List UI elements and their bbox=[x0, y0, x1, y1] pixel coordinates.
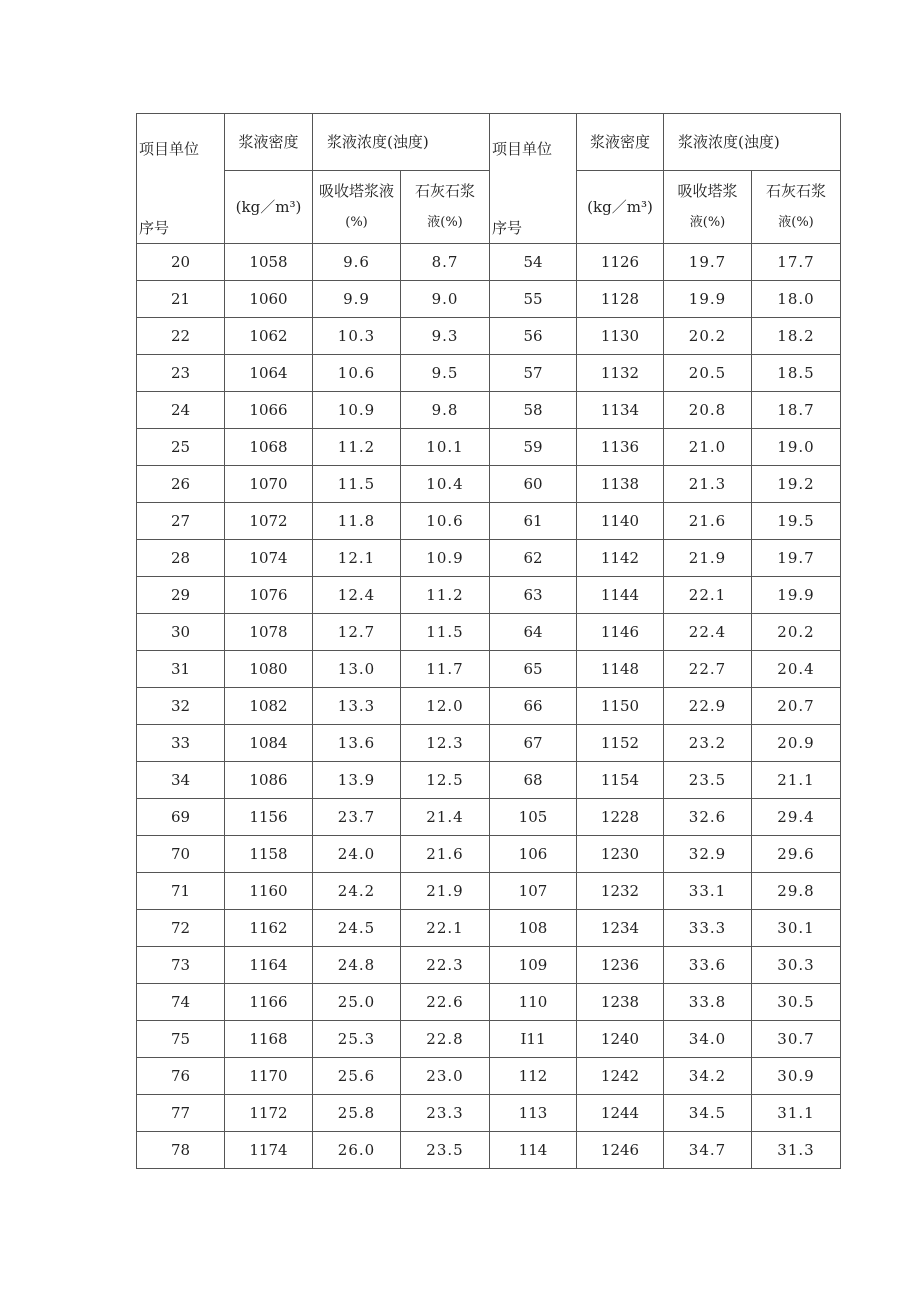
table-row bbox=[137, 910, 841, 947]
table-row bbox=[137, 429, 841, 466]
cell-absorber-right: 34.5 bbox=[664, 1095, 752, 1132]
cell-density-left: 1174 bbox=[225, 1132, 313, 1169]
header-absorber-right bbox=[664, 171, 752, 244]
cell-absorber-right: 19.7 bbox=[664, 244, 752, 281]
table-row bbox=[137, 984, 841, 1021]
table-row bbox=[137, 725, 841, 762]
cell-density-left: 1076 bbox=[225, 577, 313, 614]
cell-absorber-right: 22.7 bbox=[664, 651, 752, 688]
cell-limestone-right: 19.7 bbox=[752, 540, 841, 577]
header-concentration-left: 浆液浓度(浊度) bbox=[313, 114, 490, 171]
cell-seq-left: 24 bbox=[137, 392, 225, 429]
cell-limestone-right: 18.5 bbox=[752, 355, 841, 392]
cell-absorber-left: 10.9 bbox=[313, 392, 401, 429]
cell-limestone-right: 17.7 bbox=[752, 244, 841, 281]
table-row bbox=[137, 503, 841, 540]
cell-absorber-right: 21.6 bbox=[664, 503, 752, 540]
cell-seq-right: 68 bbox=[490, 762, 577, 799]
cell-absorber-left: 24.5 bbox=[313, 910, 401, 947]
cell-absorber-right: 20.2 bbox=[664, 318, 752, 355]
header-limestone-left-l1: 石灰石浆 bbox=[414, 182, 475, 200]
cell-seq-left: 69 bbox=[137, 799, 225, 836]
cell-density-left: 1156 bbox=[225, 799, 313, 836]
cell-limestone-right: 30.9 bbox=[752, 1058, 841, 1095]
density-concentration-table bbox=[136, 113, 841, 1169]
table-row bbox=[137, 1021, 841, 1058]
cell-density-right: 1240 bbox=[577, 1021, 664, 1058]
cell-limestone-left: 8.7 bbox=[401, 244, 490, 281]
cell-absorber-right: 33.8 bbox=[664, 984, 752, 1021]
header-item-seq-left bbox=[137, 114, 225, 244]
cell-limestone-right: 20.2 bbox=[752, 614, 841, 651]
cell-seq-right: 59 bbox=[490, 429, 577, 466]
header-concentration-right: 浆液浓度(浊度) bbox=[664, 114, 841, 171]
cell-absorber-right: 20.8 bbox=[664, 392, 752, 429]
table-row bbox=[137, 688, 841, 725]
cell-density-right: 1230 bbox=[577, 836, 664, 873]
cell-limestone-right: 29.6 bbox=[752, 836, 841, 873]
cell-seq-left: 27 bbox=[137, 503, 225, 540]
cell-absorber-left: 9.9 bbox=[313, 281, 401, 318]
cell-limestone-right: 19.0 bbox=[752, 429, 841, 466]
table-row bbox=[137, 762, 841, 799]
header-seq-left: 序号 bbox=[139, 219, 170, 237]
cell-density-left: 1170 bbox=[225, 1058, 313, 1095]
cell-absorber-right: 23.5 bbox=[664, 762, 752, 799]
cell-density-left: 1166 bbox=[225, 984, 313, 1021]
cell-density-right: 1234 bbox=[577, 910, 664, 947]
header-limestone-left-l2: 液(%) bbox=[427, 215, 463, 230]
cell-absorber-left: 25.6 bbox=[313, 1058, 401, 1095]
cell-density-right: 1132 bbox=[577, 355, 664, 392]
cell-density-right: 1126 bbox=[577, 244, 664, 281]
cell-limestone-left: 10.9 bbox=[401, 540, 490, 577]
cell-absorber-right: 23.2 bbox=[664, 725, 752, 762]
cell-limestone-left: 9.5 bbox=[401, 355, 490, 392]
cell-seq-right: 55 bbox=[490, 281, 577, 318]
cell-absorber-right: 22.1 bbox=[664, 577, 752, 614]
cell-limestone-left: 11.2 bbox=[401, 577, 490, 614]
cell-absorber-left: 10.6 bbox=[313, 355, 401, 392]
cell-seq-left: 71 bbox=[137, 873, 225, 910]
cell-seq-right: 106 bbox=[490, 836, 577, 873]
cell-limestone-right: 19.9 bbox=[752, 577, 841, 614]
cell-seq-left: 31 bbox=[137, 651, 225, 688]
cell-seq-left: 30 bbox=[137, 614, 225, 651]
header-density-unit-left: (kg／m³) bbox=[225, 171, 313, 244]
cell-density-left: 1080 bbox=[225, 651, 313, 688]
cell-seq-left: 20 bbox=[137, 244, 225, 281]
header-limestone-right bbox=[752, 171, 841, 244]
cell-seq-right: 61 bbox=[490, 503, 577, 540]
cell-density-left: 1062 bbox=[225, 318, 313, 355]
cell-absorber-right: 19.9 bbox=[664, 281, 752, 318]
cell-seq-right: 64 bbox=[490, 614, 577, 651]
cell-seq-left: 77 bbox=[137, 1095, 225, 1132]
cell-absorber-left: 24.8 bbox=[313, 947, 401, 984]
cell-density-left: 1160 bbox=[225, 873, 313, 910]
cell-seq-left: 29 bbox=[137, 577, 225, 614]
cell-absorber-right: 32.6 bbox=[664, 799, 752, 836]
table-row bbox=[137, 873, 841, 910]
cell-density-left: 1084 bbox=[225, 725, 313, 762]
header-row-1 bbox=[137, 114, 841, 171]
cell-absorber-right: 21.3 bbox=[664, 466, 752, 503]
cell-limestone-left: 11.7 bbox=[401, 651, 490, 688]
table-row bbox=[137, 355, 841, 392]
cell-limestone-right: 30.5 bbox=[752, 984, 841, 1021]
cell-density-left: 1164 bbox=[225, 947, 313, 984]
table-row bbox=[137, 466, 841, 503]
cell-seq-right: 105 bbox=[490, 799, 577, 836]
cell-density-left: 1072 bbox=[225, 503, 313, 540]
cell-limestone-right: 19.2 bbox=[752, 466, 841, 503]
cell-limestone-left: 11.5 bbox=[401, 614, 490, 651]
cell-density-left: 1074 bbox=[225, 540, 313, 577]
cell-seq-right: 112 bbox=[490, 1058, 577, 1095]
cell-limestone-right: 31.1 bbox=[752, 1095, 841, 1132]
cell-absorber-right: 33.1 bbox=[664, 873, 752, 910]
cell-absorber-left: 11.8 bbox=[313, 503, 401, 540]
cell-density-right: 1152 bbox=[577, 725, 664, 762]
cell-seq-left: 72 bbox=[137, 910, 225, 947]
cell-limestone-left: 21.4 bbox=[401, 799, 490, 836]
cell-seq-right: 110 bbox=[490, 984, 577, 1021]
cell-limestone-right: 18.0 bbox=[752, 281, 841, 318]
cell-density-right: 1144 bbox=[577, 577, 664, 614]
cell-seq-right: 114 bbox=[490, 1132, 577, 1169]
cell-absorber-right: 21.0 bbox=[664, 429, 752, 466]
header-row-2 bbox=[137, 171, 841, 244]
header-limestone-right-l2: 液(%) bbox=[778, 215, 814, 230]
cell-density-right: 1232 bbox=[577, 873, 664, 910]
cell-seq-right: 58 bbox=[490, 392, 577, 429]
table-row bbox=[137, 540, 841, 577]
cell-limestone-left: 10.6 bbox=[401, 503, 490, 540]
cell-density-right: 1142 bbox=[577, 540, 664, 577]
cell-absorber-left: 13.6 bbox=[313, 725, 401, 762]
cell-seq-left: 34 bbox=[137, 762, 225, 799]
cell-density-right: 1134 bbox=[577, 392, 664, 429]
cell-limestone-right: 31.3 bbox=[752, 1132, 841, 1169]
cell-density-right: 1146 bbox=[577, 614, 664, 651]
cell-seq-right: 107 bbox=[490, 873, 577, 910]
cell-density-left: 1162 bbox=[225, 910, 313, 947]
cell-limestone-right: 20.9 bbox=[752, 725, 841, 762]
cell-absorber-left: 12.7 bbox=[313, 614, 401, 651]
cell-seq-left: 74 bbox=[137, 984, 225, 1021]
header-item-unit-right: 项目单位 bbox=[492, 140, 553, 158]
header-item-unit-left: 项目单位 bbox=[139, 140, 200, 158]
cell-limestone-right: 18.2 bbox=[752, 318, 841, 355]
table-row bbox=[137, 392, 841, 429]
cell-seq-right: 66 bbox=[490, 688, 577, 725]
cell-density-right: 1148 bbox=[577, 651, 664, 688]
table-row bbox=[137, 318, 841, 355]
cell-seq-right: 63 bbox=[490, 577, 577, 614]
cell-limestone-right: 30.7 bbox=[752, 1021, 841, 1058]
table-row bbox=[137, 1058, 841, 1095]
cell-absorber-left: 25.0 bbox=[313, 984, 401, 1021]
cell-limestone-left: 22.8 bbox=[401, 1021, 490, 1058]
header-density-left: 浆液密度 bbox=[225, 114, 313, 171]
cell-limestone-left: 10.1 bbox=[401, 429, 490, 466]
cell-absorber-right: 34.2 bbox=[664, 1058, 752, 1095]
cell-seq-left: 73 bbox=[137, 947, 225, 984]
cell-limestone-left: 9.0 bbox=[401, 281, 490, 318]
cell-limestone-left: 10.4 bbox=[401, 466, 490, 503]
header-item-seq-right bbox=[490, 114, 577, 244]
cell-density-left: 1082 bbox=[225, 688, 313, 725]
cell-density-right: 1236 bbox=[577, 947, 664, 984]
cell-seq-left: 78 bbox=[137, 1132, 225, 1169]
cell-density-left: 1168 bbox=[225, 1021, 313, 1058]
cell-density-left: 1172 bbox=[225, 1095, 313, 1132]
cell-density-right: 1138 bbox=[577, 466, 664, 503]
table-row bbox=[137, 281, 841, 318]
cell-absorber-left: 10.3 bbox=[313, 318, 401, 355]
cell-absorber-right: 32.9 bbox=[664, 836, 752, 873]
cell-absorber-right: 22.4 bbox=[664, 614, 752, 651]
cell-absorber-left: 13.3 bbox=[313, 688, 401, 725]
cell-absorber-left: 12.4 bbox=[313, 577, 401, 614]
header-absorber-left-l2: (%) bbox=[345, 215, 368, 230]
header-limestone-left bbox=[401, 171, 490, 244]
cell-limestone-right: 20.4 bbox=[752, 651, 841, 688]
cell-density-left: 1068 bbox=[225, 429, 313, 466]
cell-seq-right: 113 bbox=[490, 1095, 577, 1132]
cell-absorber-left: 11.5 bbox=[313, 466, 401, 503]
cell-absorber-right: 33.6 bbox=[664, 947, 752, 984]
table-row bbox=[137, 651, 841, 688]
cell-density-left: 1070 bbox=[225, 466, 313, 503]
table-row bbox=[137, 836, 841, 873]
cell-density-left: 1060 bbox=[225, 281, 313, 318]
cell-seq-right: 109 bbox=[490, 947, 577, 984]
table-row bbox=[137, 799, 841, 836]
cell-seq-right: 54 bbox=[490, 244, 577, 281]
cell-limestone-right: 20.7 bbox=[752, 688, 841, 725]
cell-absorber-right: 34.0 bbox=[664, 1021, 752, 1058]
cell-density-right: 1136 bbox=[577, 429, 664, 466]
cell-density-right: 1140 bbox=[577, 503, 664, 540]
cell-absorber-left: 13.9 bbox=[313, 762, 401, 799]
cell-seq-left: 28 bbox=[137, 540, 225, 577]
cell-limestone-left: 22.1 bbox=[401, 910, 490, 947]
cell-absorber-left: 13.0 bbox=[313, 651, 401, 688]
table-row bbox=[137, 577, 841, 614]
cell-limestone-right: 30.3 bbox=[752, 947, 841, 984]
cell-limestone-left: 12.0 bbox=[401, 688, 490, 725]
cell-absorber-left: 11.2 bbox=[313, 429, 401, 466]
cell-limestone-left: 9.8 bbox=[401, 392, 490, 429]
header-limestone-right-l1: 石灰石浆 bbox=[765, 182, 826, 200]
cell-absorber-left: 26.0 bbox=[313, 1132, 401, 1169]
cell-density-right: 1246 bbox=[577, 1132, 664, 1169]
table-row bbox=[137, 1095, 841, 1132]
cell-seq-left: 22 bbox=[137, 318, 225, 355]
cell-seq-left: 33 bbox=[137, 725, 225, 762]
cell-absorber-right: 21.9 bbox=[664, 540, 752, 577]
cell-absorber-left: 25.3 bbox=[313, 1021, 401, 1058]
cell-density-right: 1154 bbox=[577, 762, 664, 799]
cell-density-left: 1064 bbox=[225, 355, 313, 392]
cell-seq-right: 65 bbox=[490, 651, 577, 688]
cell-density-right: 1238 bbox=[577, 984, 664, 1021]
header-absorber-right-l2: 液(%) bbox=[689, 215, 726, 230]
table-row bbox=[137, 614, 841, 651]
cell-absorber-right: 22.9 bbox=[664, 688, 752, 725]
cell-seq-left: 75 bbox=[137, 1021, 225, 1058]
table-row bbox=[137, 1132, 841, 1169]
header-absorber-left bbox=[313, 171, 401, 244]
cell-limestone-right: 30.1 bbox=[752, 910, 841, 947]
cell-absorber-right: 33.3 bbox=[664, 910, 752, 947]
cell-limestone-left: 23.3 bbox=[401, 1095, 490, 1132]
cell-seq-right: 62 bbox=[490, 540, 577, 577]
cell-absorber-left: 24.0 bbox=[313, 836, 401, 873]
cell-limestone-left: 21.6 bbox=[401, 836, 490, 873]
cell-density-right: 1128 bbox=[577, 281, 664, 318]
cell-limestone-left: 9.3 bbox=[401, 318, 490, 355]
cell-absorber-right: 34.7 bbox=[664, 1132, 752, 1169]
cell-seq-right: 108 bbox=[490, 910, 577, 947]
header-seq-right: 序号 bbox=[492, 219, 523, 237]
cell-limestone-left: 12.5 bbox=[401, 762, 490, 799]
cell-absorber-left: 23.7 bbox=[313, 799, 401, 836]
cell-seq-right: I11 bbox=[490, 1021, 577, 1058]
cell-limestone-left: 21.9 bbox=[401, 873, 490, 910]
cell-absorber-left: 25.8 bbox=[313, 1095, 401, 1132]
header-density-right: 浆液密度 bbox=[577, 114, 664, 171]
cell-limestone-right: 19.5 bbox=[752, 503, 841, 540]
cell-limestone-left: 23.5 bbox=[401, 1132, 490, 1169]
cell-limestone-left: 12.3 bbox=[401, 725, 490, 762]
cell-seq-left: 23 bbox=[137, 355, 225, 392]
cell-seq-left: 32 bbox=[137, 688, 225, 725]
cell-seq-left: 21 bbox=[137, 281, 225, 318]
cell-seq-right: 67 bbox=[490, 725, 577, 762]
cell-density-left: 1058 bbox=[225, 244, 313, 281]
cell-density-right: 1244 bbox=[577, 1095, 664, 1132]
cell-seq-left: 25 bbox=[137, 429, 225, 466]
cell-density-left: 1078 bbox=[225, 614, 313, 651]
header-absorber-left-l1: 吸收塔浆液 bbox=[318, 182, 394, 200]
cell-seq-left: 76 bbox=[137, 1058, 225, 1095]
cell-absorber-left: 12.1 bbox=[313, 540, 401, 577]
cell-absorber-right: 20.5 bbox=[664, 355, 752, 392]
cell-seq-left: 26 bbox=[137, 466, 225, 503]
cell-limestone-left: 22.3 bbox=[401, 947, 490, 984]
header-density-unit-right: (kg／m³) bbox=[577, 171, 664, 244]
cell-limestone-right: 21.1 bbox=[752, 762, 841, 799]
cell-absorber-left: 24.2 bbox=[313, 873, 401, 910]
cell-density-left: 1086 bbox=[225, 762, 313, 799]
cell-seq-right: 56 bbox=[490, 318, 577, 355]
cell-limestone-left: 23.0 bbox=[401, 1058, 490, 1095]
cell-density-right: 1242 bbox=[577, 1058, 664, 1095]
cell-seq-left: 70 bbox=[137, 836, 225, 873]
cell-density-right: 1130 bbox=[577, 318, 664, 355]
cell-density-right: 1150 bbox=[577, 688, 664, 725]
cell-seq-right: 57 bbox=[490, 355, 577, 392]
cell-limestone-right: 29.4 bbox=[752, 799, 841, 836]
cell-limestone-right: 18.7 bbox=[752, 392, 841, 429]
table-row bbox=[137, 947, 841, 984]
cell-limestone-right: 29.8 bbox=[752, 873, 841, 910]
cell-density-left: 1158 bbox=[225, 836, 313, 873]
cell-seq-right: 60 bbox=[490, 466, 577, 503]
cell-limestone-left: 22.6 bbox=[401, 984, 490, 1021]
cell-density-right: 1228 bbox=[577, 799, 664, 836]
header-absorber-right-l1: 吸收塔浆 bbox=[677, 182, 738, 200]
cell-absorber-left: 9.6 bbox=[313, 244, 401, 281]
table-row bbox=[137, 244, 841, 281]
cell-density-left: 1066 bbox=[225, 392, 313, 429]
